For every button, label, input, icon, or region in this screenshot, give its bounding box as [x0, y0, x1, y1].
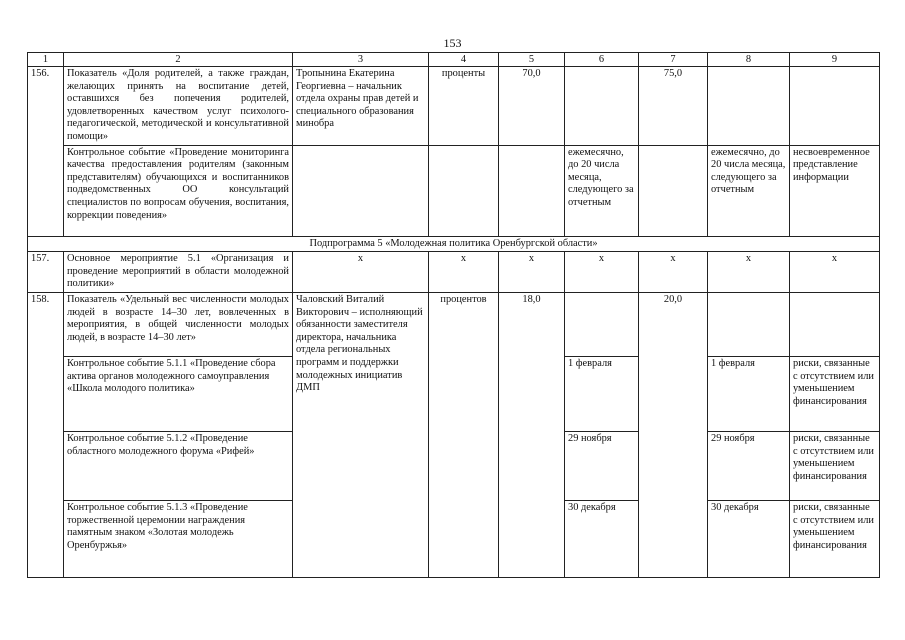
row-number: 156.	[28, 67, 64, 237]
column-header: 2	[64, 53, 293, 67]
x-mark: x	[639, 252, 708, 293]
x-mark: x	[708, 252, 790, 293]
base-value: 18,0	[499, 292, 565, 577]
x-mark: x	[499, 252, 565, 293]
subprogram-title: Подпрограмма 5 «Молодежная политика Оренбургской области»	[28, 236, 880, 252]
page-number: 153	[443, 36, 462, 50]
target-value: 20,0	[639, 292, 708, 577]
x-mark: x	[565, 252, 639, 293]
column-header: 4	[429, 53, 499, 67]
empty-cell	[708, 67, 790, 146]
deadline-cell: 30 декабря	[565, 500, 639, 577]
deadline-cell: ежемесячно, до 20 числа месяца, следующего за отчетным	[565, 145, 639, 236]
deadline-cell: 1 февраля	[565, 356, 639, 431]
empty-cell	[293, 145, 429, 236]
x-mark: x	[293, 252, 429, 293]
empty-cell	[565, 67, 639, 146]
empty-cell	[708, 292, 790, 356]
control-event-text: Контрольное событие 5.1.3 «Проведение торжественной церемонии награждения памятным знаком «Золотая молодежь Оренбуржья»	[64, 500, 293, 577]
column-header: 7	[639, 53, 708, 67]
indicator-text: Показатель «Удельный вес численности молодых людей в возрасте 14–30 лет, вовлеченных в мероприятия, в общей численности молодых людей, в возрасте 14–30 лет»	[64, 292, 293, 356]
unit-cell: процентов	[429, 292, 499, 577]
deadline-cell: 29 ноября	[708, 431, 790, 500]
risk-cell: риски, связанные с отсутствием или уменьшением финансирования	[790, 500, 880, 577]
table-row	[28, 252, 880, 293]
column-number-row	[28, 53, 880, 67]
column-header: 6	[565, 53, 639, 67]
responsible-person: Чаловский Виталий Викторович – исполняющий обязанности заместителя директора, начальника отдела региональных программ и поддержки молодежных инициатив ДМП	[293, 292, 429, 577]
table-row	[28, 67, 880, 146]
control-event-text: Контрольное событие 5.1.2 «Проведение областного молодежного форума «Рифей»	[64, 431, 293, 500]
empty-cell	[790, 292, 880, 356]
main-activity-text: Основное мероприятие 5.1 «Организация и проведение мероприятий в области молодежной политики»	[64, 252, 293, 293]
x-mark: x	[790, 252, 880, 293]
unit-cell: проценты	[429, 67, 499, 146]
control-event-text: Контрольное событие 5.1.1 «Проведение сбора актива органов молодежного самоуправления «Школа молодого политика»	[64, 356, 293, 431]
empty-cell	[790, 67, 880, 146]
deadline-cell: 30 декабря	[708, 500, 790, 577]
column-header: 1	[28, 53, 64, 67]
deadline-cell: 1 февраля	[708, 356, 790, 431]
subprogram-row	[28, 236, 880, 252]
risk-cell: риски, связанные с отсутствием или уменьшением финансирования	[790, 356, 880, 431]
empty-cell	[565, 292, 639, 356]
x-mark: x	[429, 252, 499, 293]
empty-cell	[499, 145, 565, 236]
responsible-person: Тропынина Екатерина Георгиевна – начальник отдела охраны прав детей и специального образования минобра	[293, 67, 429, 146]
column-header: 3	[293, 53, 429, 67]
deadline-cell: 29 ноября	[565, 431, 639, 500]
row-number: 158.	[28, 292, 64, 577]
target-value: 75,0	[639, 67, 708, 146]
plan-table	[27, 52, 880, 578]
base-value: 70,0	[499, 67, 565, 146]
table-row	[28, 145, 880, 236]
indicator-text: Показатель «Доля родителей, а также граждан, желающих принять на воспитание детей, оставшихся без попечения родителей, удовлетворенных качеством услуг психолого-педагогической, методической и консультативной помощи»	[64, 67, 293, 146]
column-header: 5	[499, 53, 565, 67]
risk-cell: риски, связанные с отсутствием или уменьшением финансирования	[790, 431, 880, 500]
control-event-text: Контрольное событие «Проведение мониторинга качества предоставления родителям (законным представителям) обучающихся и воспитанников подведомственных ОО консультаций специалистов по вопросам обучения, воспитания, коррекции поведения»	[64, 145, 293, 236]
row-number: 157.	[28, 252, 64, 293]
column-header: 9	[790, 53, 880, 67]
table-row	[28, 292, 880, 356]
risk-cell: несвоевременное представление информации	[790, 145, 880, 236]
deadline-cell: ежемесячно, до 20 числа месяца, следующего за отчетным	[708, 145, 790, 236]
empty-cell	[429, 145, 499, 236]
empty-cell	[639, 145, 708, 236]
column-header: 8	[708, 53, 790, 67]
